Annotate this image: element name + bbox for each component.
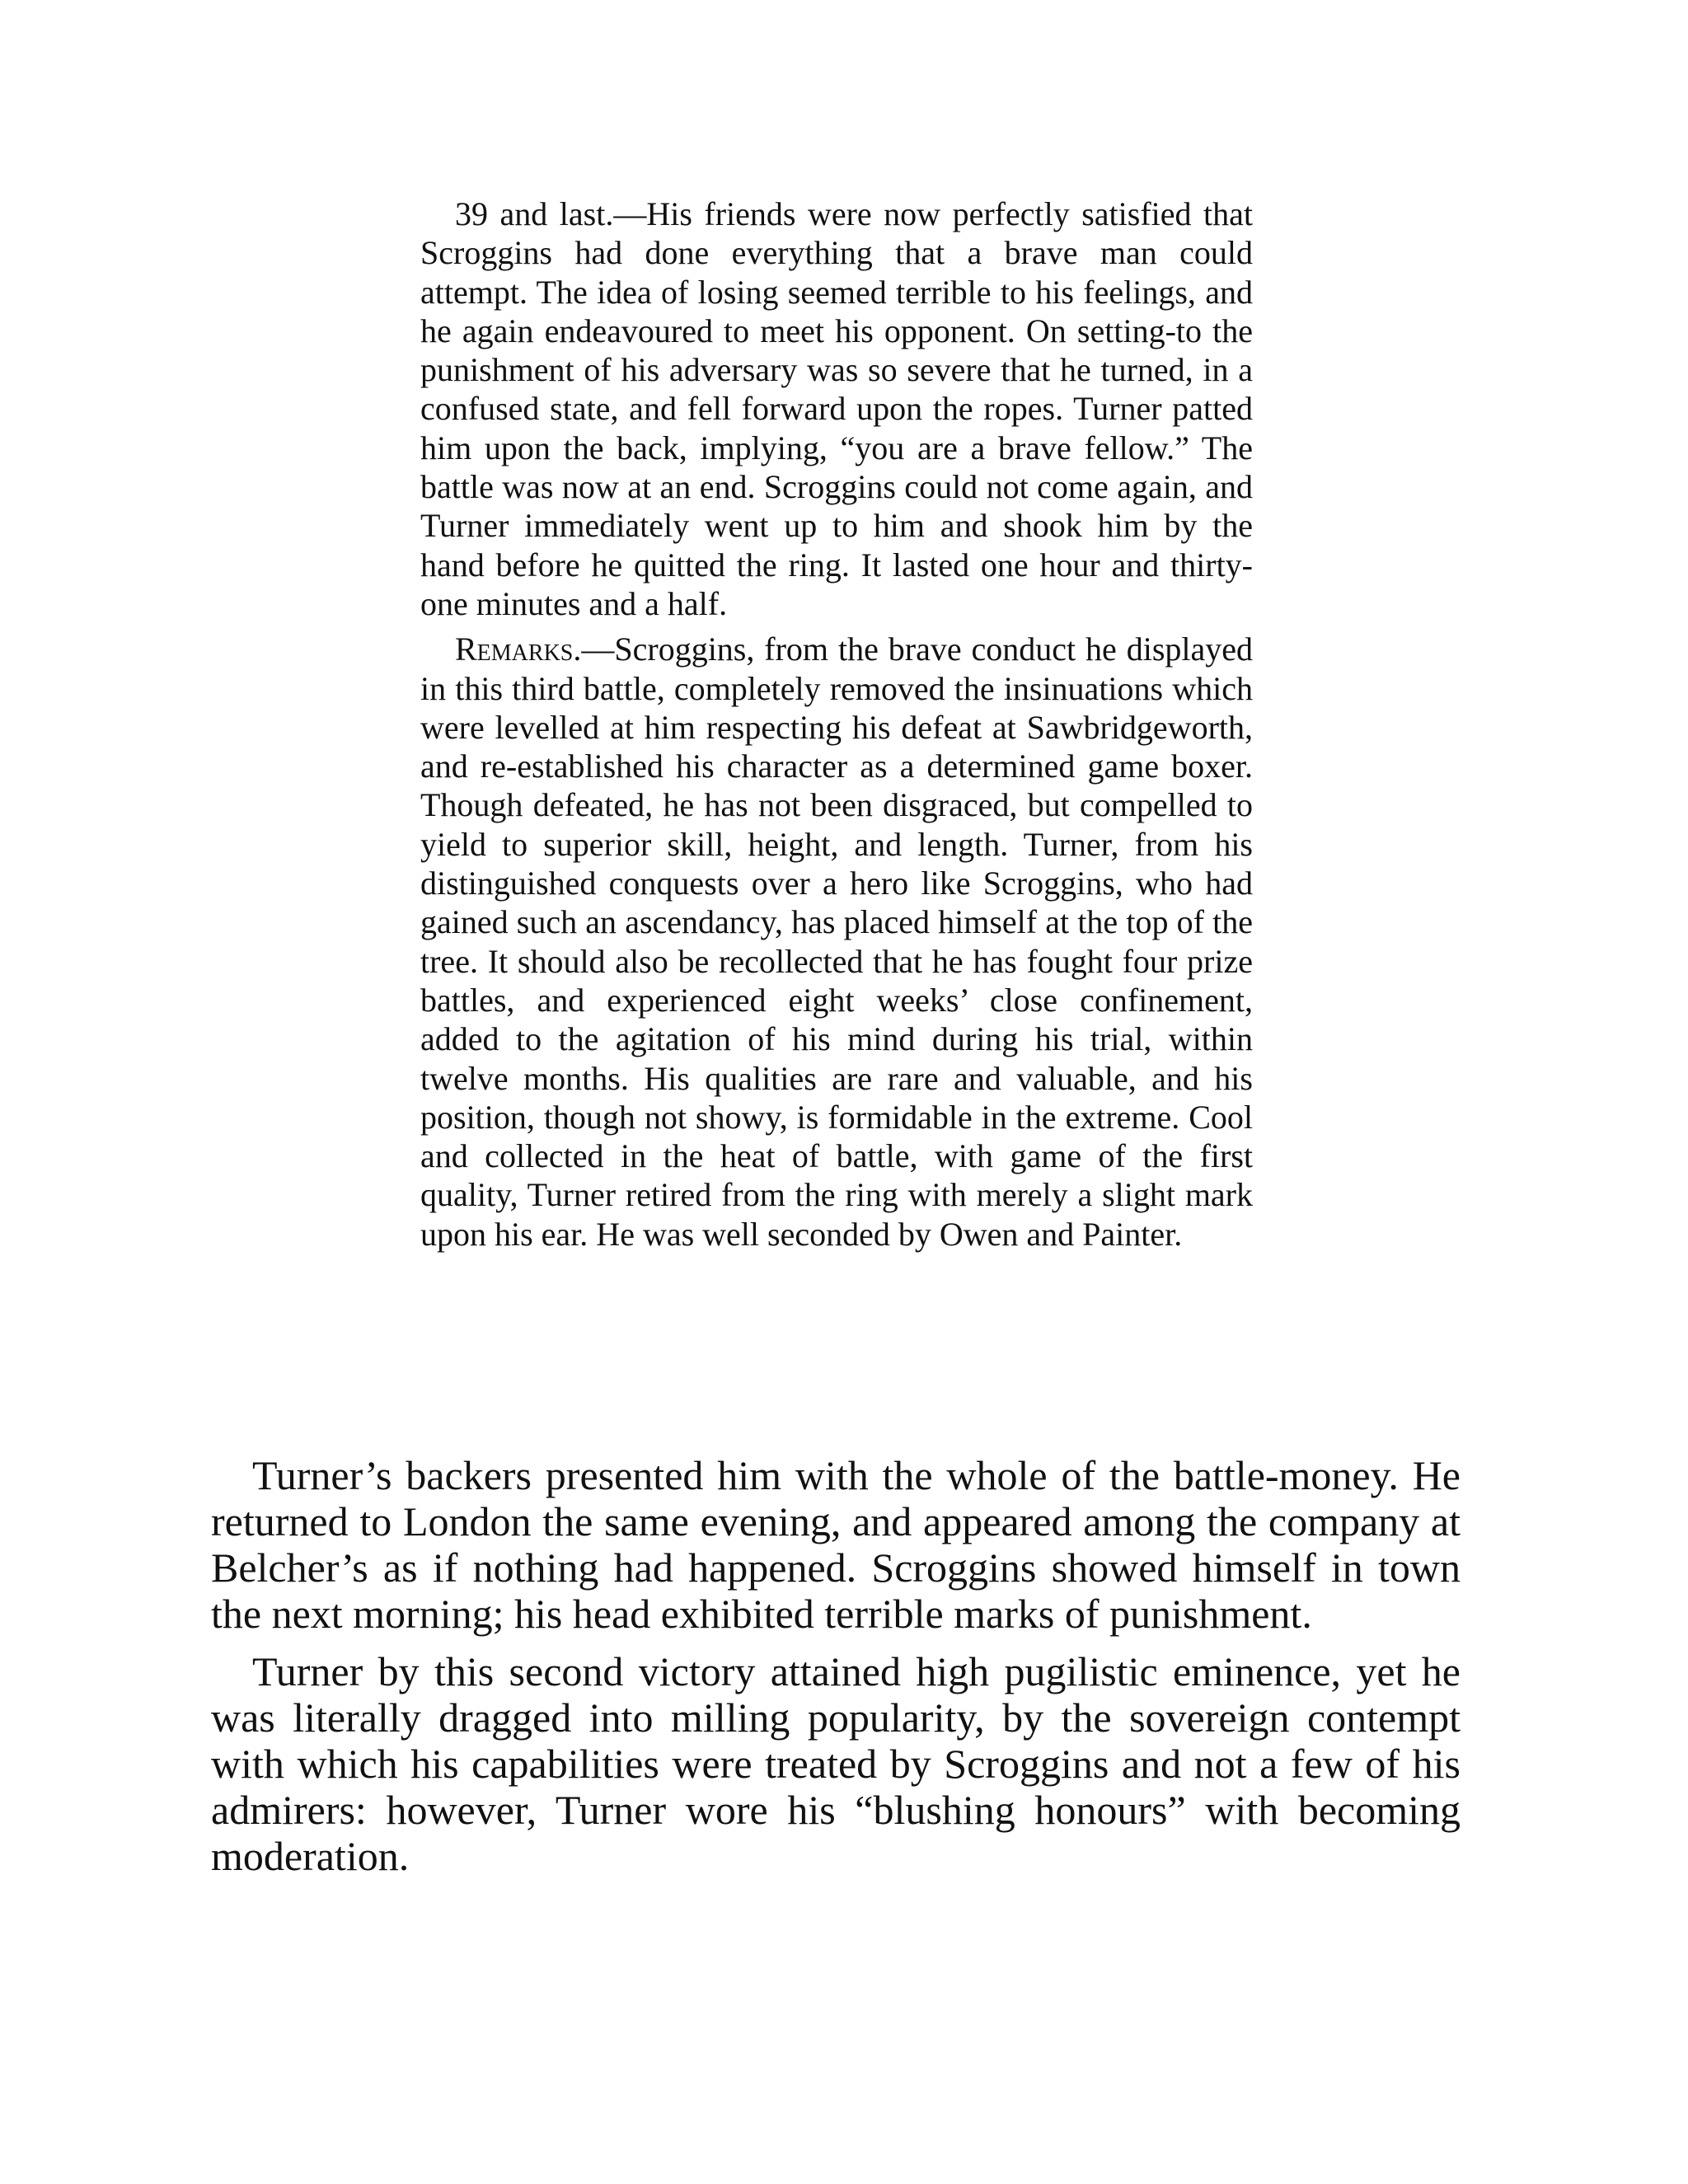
remarks-paragraph (420, 630, 1253, 1254)
round-39-paragraph: 39 and last.—His friends were now perfectly satisfied that Scroggins had done everything that a brave man could attempt. The idea of losing seemed terrible to his feelings, and he again endeavoured to meet his opponent. On setting-to the punishment of his adversary was so severe that he turned, in a confused state, and fell forward upon the ropes. Turner patted him upon the back, implying, “you are a brave fellow.” The battle was now at an end. Scroggins could not come again, and Turner immediately went up to him and shook him by the hand before he quitted the ring. It lasted one hour and thirty-one minutes and a half. (420, 195, 1253, 622)
body-paragraph-2: Turner by this second victory attained high pugilistic eminence, yet he was literally dragged into milling popularity, by the sovereign contempt with which his capabilities were treated by Scroggins and not a few of his admirers: however, Turner wore his “blushing honours” with becoming moderation. (211, 1648, 1461, 1879)
quoted-fight-report (420, 194, 1253, 1260)
remarks-text: —Scroggins, from the brave conduct he displayed in this third battle, completely removed the insinuations which were levelled at him respecting his defeat at Sawbridgeworth, and re-established his character as a determined game boxer. Though defeated, he has not been disgraced, but compelled to yield to superior skill, height, and length. Turner, from his distinguished conquests over a hero like Scroggins, who had gained such an ascendancy, has placed himself at the top of the tree. It should also be recollected that he has fought four prize battles, and experienced eight weeks’ close confinement, added to the agitation of his mind during his trial, within twelve months. His qualities are rare and valuable, and his position, though not showy, is formidable in the extreme. Cool and collected in the heat of battle, with game of the first quality, Turner retired from the ring with merely a slight mark upon his ear. He was well seconded by Owen and Painter. (420, 630, 1253, 1253)
main-body-text (211, 1452, 1461, 1891)
body-paragraph-1: Turner’s backers presented him with the whole of the battle-money. He returned to London the same evening, and appeared among the company at Belcher’s as if nothing had happened. Scroggins showed himself in town the next morning; his head exhibited terrible marks of punishment. (211, 1452, 1461, 1637)
remarks-label: Remarks. (455, 630, 582, 668)
